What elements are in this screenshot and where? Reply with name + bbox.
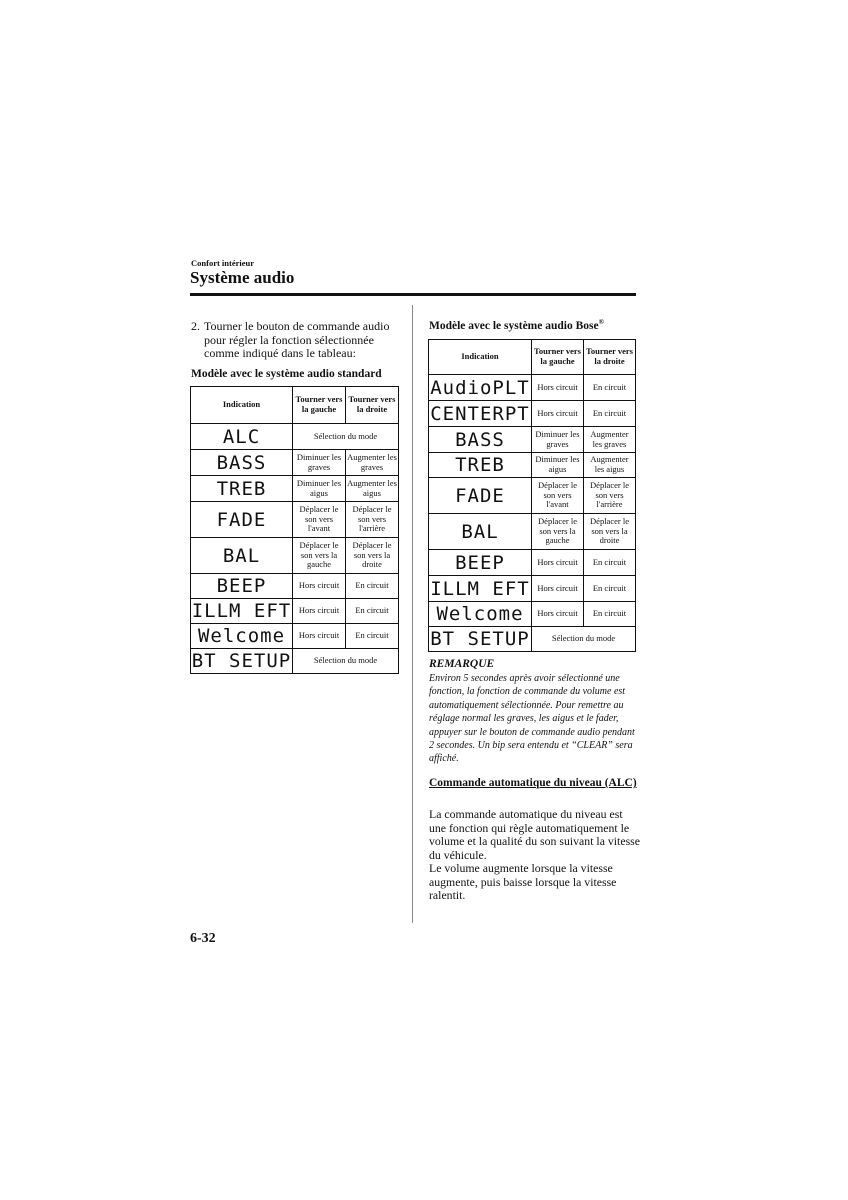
table-row bbox=[429, 478, 636, 514]
registered-mark: ® bbox=[598, 318, 604, 326]
display-indication: BASS bbox=[429, 427, 532, 453]
step-text: Tourner le bouton de commande audio pour régler la fonction sélectionnée comme indiqué dans le tableau: bbox=[204, 319, 390, 360]
display-indication: BEEP bbox=[429, 550, 532, 576]
header-indication: Indication bbox=[191, 387, 293, 424]
action-right: Augmenter les aigus bbox=[346, 476, 399, 502]
display-indication: Welcome bbox=[191, 624, 293, 649]
header-turn-left: Tourner vers la gauche bbox=[532, 340, 584, 375]
table-header-row bbox=[429, 340, 636, 375]
action-left: Hors circuit bbox=[532, 375, 584, 401]
action-right: Augmenter les graves bbox=[584, 427, 636, 453]
action-left: Diminuer les graves bbox=[293, 450, 346, 476]
action-right: En circuit bbox=[584, 550, 636, 576]
action-left: Déplacer le son vers la gauche bbox=[532, 514, 584, 550]
action-right: En circuit bbox=[346, 624, 399, 649]
action-right: En circuit bbox=[584, 401, 636, 427]
instruction-step bbox=[191, 320, 405, 361]
action-left: Hors circuit bbox=[532, 401, 584, 427]
action-left: Hors circuit bbox=[293, 574, 346, 599]
table-row bbox=[191, 599, 399, 624]
alc-section-heading: Commande automatique du niveau (ALC) bbox=[429, 777, 637, 789]
display-indication: ILLM EFT bbox=[430, 577, 530, 600]
table-row bbox=[429, 602, 636, 627]
action-right: En circuit bbox=[584, 602, 636, 627]
table-row bbox=[191, 424, 399, 450]
action-right: Déplacer le son vers l'arrière bbox=[346, 502, 399, 538]
table-row bbox=[429, 375, 636, 401]
action-right: Déplacer le son vers la droite bbox=[584, 514, 636, 550]
display-indication: FADE bbox=[429, 478, 532, 514]
table-row bbox=[191, 538, 399, 574]
display-indication: AudioPLT bbox=[430, 376, 530, 399]
alc-paragraph: La commande automatique du niveau est une fonction qui règle automatiquement le volume et la qualité du son suivant la vitesse du véhicule. bbox=[429, 807, 640, 862]
display-indication: TREB bbox=[429, 453, 532, 478]
action-right: En circuit bbox=[584, 576, 636, 602]
display-indication: TREB bbox=[191, 476, 293, 502]
table-row bbox=[429, 627, 636, 652]
display-indication: BT SETUP bbox=[430, 628, 530, 650]
action-both: Sélection du mode bbox=[293, 649, 399, 674]
display-indication: BASS bbox=[191, 450, 293, 476]
display-indication: BAL bbox=[429, 514, 532, 550]
table-row bbox=[429, 401, 636, 427]
note-body: Environ 5 secondes après avoir sélectionné une fonction, la fonction de commande du volume est automatiquement sélectionnée. Pour remettre au réglage normal les graves, les aigus et le fader, appuyer sur le bouton de commande audio pendant 2 secondes. Un bip sera entendu et “CLEAR” sera affiché. bbox=[429, 673, 635, 765]
table-header-row bbox=[191, 387, 399, 424]
bose-title-text: Modèle avec le système audio Bose bbox=[429, 319, 599, 332]
table-row bbox=[429, 576, 636, 602]
action-right: Déplacer le son vers l'arrière bbox=[584, 478, 636, 514]
display-indication: FADE bbox=[191, 502, 293, 538]
action-left: Diminuer les aigus bbox=[293, 476, 346, 502]
action-left: Hors circuit bbox=[532, 602, 584, 627]
note-heading: REMARQUE bbox=[429, 658, 495, 670]
standard-table-title: Modèle avec le système audio standard bbox=[191, 368, 382, 380]
section-label: Confort intérieur bbox=[191, 258, 255, 268]
page-number: 6-32 bbox=[190, 931, 216, 946]
action-left: Déplacer le son vers l'avant bbox=[293, 502, 346, 538]
action-left: Hors circuit bbox=[532, 576, 584, 602]
table-row bbox=[191, 450, 399, 476]
table-row bbox=[191, 502, 399, 538]
action-left: Déplacer le son vers l'avant bbox=[532, 478, 584, 514]
table-row bbox=[191, 649, 399, 674]
alc-section-body bbox=[429, 808, 641, 903]
bose-table-title bbox=[429, 318, 604, 332]
bose-audio-table bbox=[428, 339, 636, 652]
display-indication: BEEP bbox=[191, 574, 293, 599]
table-row bbox=[191, 574, 399, 599]
table-row bbox=[191, 476, 399, 502]
action-both: Sélection du mode bbox=[532, 627, 636, 652]
table-row bbox=[429, 427, 636, 453]
action-right: Augmenter les aigus bbox=[584, 453, 636, 478]
action-right: Augmenter les graves bbox=[346, 450, 399, 476]
table-row bbox=[191, 624, 399, 649]
action-left: Hors circuit bbox=[293, 599, 346, 624]
action-both: Sélection du mode bbox=[293, 424, 399, 450]
table-row bbox=[429, 453, 636, 478]
title-rule bbox=[190, 293, 636, 296]
display-indication: Welcome bbox=[429, 602, 532, 627]
action-right: En circuit bbox=[584, 375, 636, 401]
action-left: Diminuer les graves bbox=[532, 427, 584, 453]
header-turn-left: Tourner vers la gauche bbox=[293, 387, 346, 424]
display-indication: BT SETUP bbox=[191, 650, 292, 672]
header-turn-right: Tourner vers la droite bbox=[584, 340, 636, 375]
action-right: En circuit bbox=[346, 574, 399, 599]
action-left: Hors circuit bbox=[532, 550, 584, 576]
header-turn-right: Tourner vers la droite bbox=[346, 387, 399, 424]
column-divider bbox=[412, 305, 413, 923]
page-title: Système audio bbox=[190, 268, 295, 287]
display-indication: BAL bbox=[191, 538, 293, 574]
action-left: Diminuer les aigus bbox=[532, 453, 584, 478]
display-indication: ILLM EFT bbox=[191, 600, 292, 622]
alc-paragraph: Le volume augmente lorsque la vitesse augmente, puis baisse lorsque la vitesse ralentit. bbox=[429, 861, 617, 902]
table-row bbox=[429, 550, 636, 576]
table-row bbox=[429, 514, 636, 550]
action-left: Déplacer le son vers la gauche bbox=[293, 538, 346, 574]
action-left: Hors circuit bbox=[293, 624, 346, 649]
action-right: En circuit bbox=[346, 599, 399, 624]
action-right: Déplacer le son vers la droite bbox=[346, 538, 399, 574]
display-indication: CENTERPT bbox=[430, 402, 530, 425]
display-indication: ALC bbox=[191, 424, 293, 450]
standard-audio-table bbox=[190, 386, 399, 674]
step-number: 2. bbox=[191, 319, 200, 333]
header-indication: Indication bbox=[429, 340, 532, 375]
